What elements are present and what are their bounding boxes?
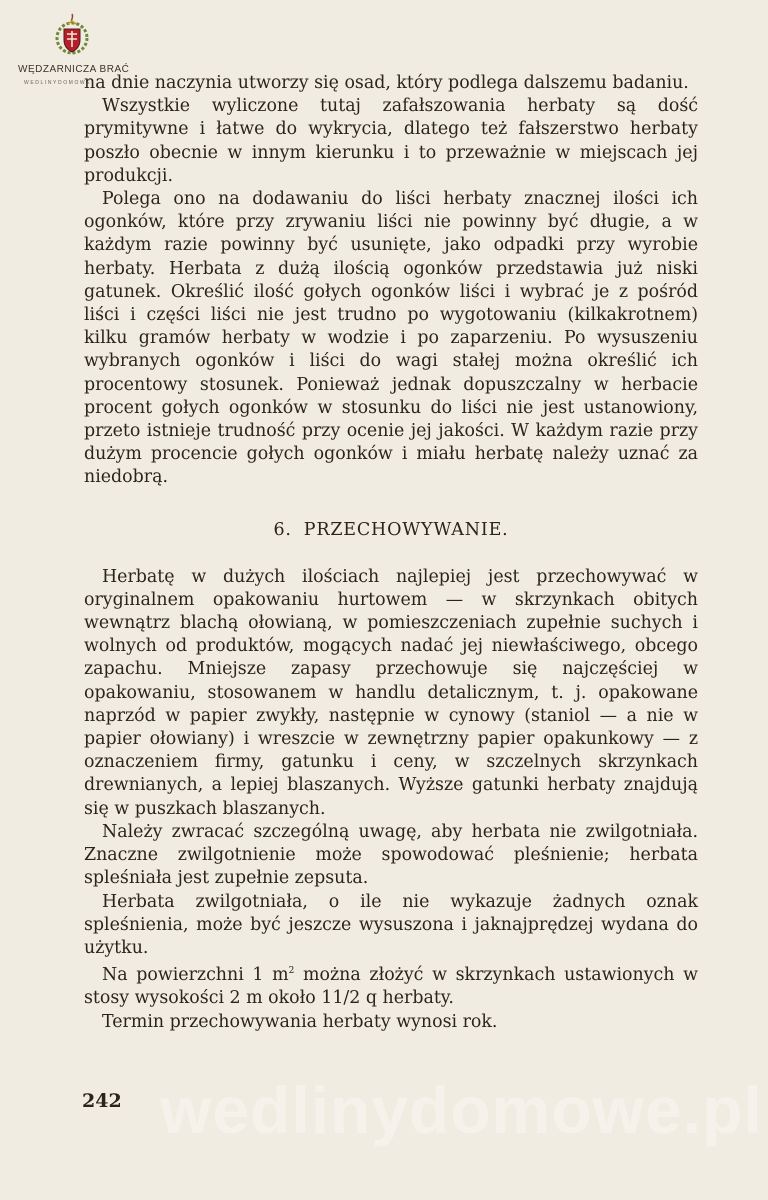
paragraph-3: Polega ono na dodawaniu do liści herbaty znacznej ilości ich ogonków, które przy zrywaniu liści nie powinny być długie, a w każdym razie powinny być usunięte, jako odpadki przy wyrobie herbaty. Herbata z dużą ilością ogonków przedstawia już niski gatunek. Określić ilość gołych ogonków liści i wybrać je z pośród liści i części liści nie jest trudno po wygotowaniu (kilkakrotnem) kilku gramów herbaty w wodzie i po zaparzeniu. Po wysuszeniu wybranych ogonków i liści do wagi stałej można określić ich procentowy stosunek. Ponieważ jednak dopuszczalny w herbacie procent gołych ogonków w stosunku do liści nie jest ustanowiony, przeto istnieje trudność przy ocenie jej jakości. W każdym razie przy dużym procencie gołych ogonków i miału herbatę należy uznać za niedobrą. <box>84 189 698 488</box>
paragraph-7: Na powierzchni 1 $m^2$ można złożyć w skrzynkach ustawionych w stosy wysokości 2 m około 11/2 q herbaty. <box>84 965 698 1009</box>
paragraph-4: Herbatę w dużych ilościach najlepiej jest przechowywać w oryginalnem opakowaniu hurtowem — w skrzynkach obitych wewnątrz blachą ołowianą, w pomieszczeniach zupełnie suchych i wolnych od produktów, mogących nadać jej niewłaściwego, obcego zapachu. Mniejsze zapasy przechowuje się najczęściej w opakowaniu, stosowanem w handlu detalicznym, t. j. opakowane naprzód w papier zwykły, następnie w cynowy (staniol — a nie w papier ołowiany) i wreszcie w zewnętrzny papier opakunkowy — z oznaczeniem firmy, gatunku i ceny, w szczelnych skrzynkach drewnianych, a lepiej blaszanych. Wyższe gatunki herbaty znajdują się w puszkach blaszanych. <box>84 566 698 819</box>
page-number: 242 <box>82 1090 122 1112</box>
brand-sub-label: WEDLINYDOMOWE <box>24 80 92 86</box>
paragraph-8: Termin przechowywania herbaty wynosi rok. <box>102 1011 498 1032</box>
section-title: PRZECHOWYWANIE. <box>303 519 509 540</box>
paragraph-1: na dnie naczynia utworzy się osad, który podlega dalszemu badaniu. <box>84 73 689 93</box>
brand-label: WĘDZARNICZA BRAĆ <box>18 64 130 75</box>
body-text <box>84 72 698 1034</box>
section-heading <box>84 520 698 540</box>
paragraph-6: Herbata zwilgotniała, o ile nie wykazuje żadnych oznak spleśnienia, może być jeszcze wysuszona i jaknajprędzej wydana do użytku. <box>84 891 698 958</box>
paragraph-5: Należy zwracać szczególną uwagę, aby herbata nie zwilgotniała. Znaczne zwilgotnienie może spowodować pleśnienie; herbata spleśniała jest zupełnie zepsuta. <box>84 821 698 889</box>
paragraph-2: Wszystkie wyliczone tutaj zafałszowania herbaty są dość prymitywne i łatwe do wykrycia, dlatego też fałszerstwo herbaty poszło obecnie w innym kierunku i to przeważnie w miejscach jej produkcji. <box>84 96 698 186</box>
watermark: wedlinydomowe.pl <box>160 1073 763 1147</box>
crest-logo-icon <box>50 12 94 58</box>
section-number: 6. <box>273 519 292 540</box>
